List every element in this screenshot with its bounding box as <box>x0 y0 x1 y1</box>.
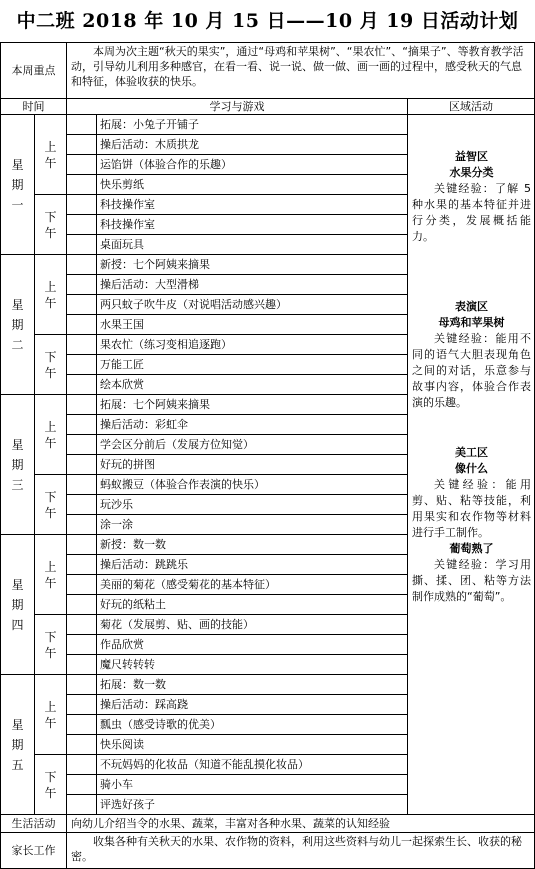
page-title: 中二班 2018 年 10 月 15 日——10 月 19 日活动计划 <box>16 10 519 32</box>
spacer-cell <box>67 495 97 515</box>
activity-cell: 绘本欣赏 <box>97 375 408 395</box>
spacer-cell <box>67 675 97 695</box>
activity-cell: 好玩的拼图 <box>97 455 408 475</box>
spacer-cell <box>67 335 97 355</box>
activity-cell: 骑小车 <box>97 775 408 795</box>
spacer-cell <box>67 195 97 215</box>
activity-cell: 玩沙乐 <box>97 495 408 515</box>
zone-name: 美工区 <box>455 446 488 459</box>
home-text: 收集各种有关秋天的水果、农作物的资料，利用这些资料与幼儿一起探索生长、收获的秘密。 <box>67 833 535 869</box>
spacer-cell <box>67 715 97 735</box>
activity-cell: 科技操作室 <box>97 195 408 215</box>
zone-description: 关键经验：了解 5 种水果的基本特征并进行分类，发展概括能力。 <box>412 182 532 243</box>
zone-subtitle: 母鸡和苹果树 <box>438 316 505 329</box>
activity-cell: 好玩的纸粘土 <box>97 595 408 615</box>
activity-cell: 拓展：数一数 <box>97 675 408 695</box>
spacer-cell <box>67 435 97 455</box>
life-text: 向幼儿介绍当令的水果、蔬菜，丰富对各种水果、蔬菜的认知经验 <box>67 815 535 833</box>
zone-name: 表演区 <box>455 300 488 313</box>
activity-cell: 快乐阅读 <box>97 735 408 755</box>
zone-block <box>412 299 531 411</box>
zone-name: 葡萄熟了 <box>449 542 494 555</box>
spacer-cell <box>67 235 97 255</box>
zone-name: 益智区 <box>455 150 488 163</box>
activity-cell: 蚂蚁搬豆（体验合作表演的快乐） <box>97 475 408 495</box>
header-time: 时间 <box>1 99 67 115</box>
activity-cell: 果农忙（练习变相追逐跑） <box>97 335 408 355</box>
afternoon-label: 下 午 <box>35 195 67 255</box>
activity-cell: 操后活动：跳跳乐 <box>97 555 408 575</box>
spacer-cell <box>67 755 97 775</box>
day-label: 星 期 三 <box>1 395 35 535</box>
zone-block <box>412 541 531 605</box>
spacer-cell <box>67 375 97 395</box>
zone-subtitle: 像什么 <box>455 462 488 475</box>
activity-cell: 评选好孩子 <box>97 795 408 815</box>
life-row <box>1 815 535 833</box>
activity-cell: 操后活动：大型滑梯 <box>97 275 408 295</box>
spacer-cell <box>67 135 97 155</box>
header-study: 学习与游戏 <box>67 99 408 115</box>
spacer-cell <box>67 775 97 795</box>
spacer-cell <box>67 415 97 435</box>
activity-cell: 美丽的菊花（感受菊花的基本特征） <box>97 575 408 595</box>
morning-label: 上 午 <box>35 675 67 755</box>
activity-cell: 学会区分前后（发展方位知觉） <box>97 435 408 455</box>
activity-cell: 拓展：小兔子开铺子 <box>97 115 408 135</box>
morning-label: 上 午 <box>35 395 67 475</box>
morning-label: 上 午 <box>35 535 67 615</box>
spacer-cell <box>67 315 97 335</box>
activity-cell: 瓢虫（感受诗歌的优美） <box>97 715 408 735</box>
spacer-cell <box>67 575 97 595</box>
activity-cell: 桌面玩具 <box>97 235 408 255</box>
activity-cell: 万能工匠 <box>97 355 408 375</box>
activity-cell: 操后活动：踩高跷 <box>97 695 408 715</box>
morning-label: 上 午 <box>35 115 67 195</box>
day-label: 星 期 四 <box>1 535 35 675</box>
header-row <box>1 99 535 115</box>
zone-block <box>412 149 531 245</box>
activity-cell: 作品欣赏 <box>97 635 408 655</box>
spacer-cell <box>67 395 97 415</box>
activity-cell: 快乐剪纸 <box>97 175 408 195</box>
spacer-cell <box>67 215 97 235</box>
afternoon-label: 下 午 <box>35 335 67 395</box>
header-region: 区域活动 <box>408 99 535 115</box>
spacer-cell <box>67 795 97 815</box>
focus-row <box>1 43 535 99</box>
spacer-cell <box>67 735 97 755</box>
focus-text: 本周为次主题“秋天的果实”，通过“母鸡和苹果树”、“果农忙”、“摘果子”、等教育教学活动，引导幼儿利用多种感官，在看一看、说一说、做一做、画一画的过程中，感受秋天的气息和特征，体验收获的快乐。 <box>67 43 535 99</box>
spacer-cell <box>67 115 97 135</box>
activity-cell: 涂一涂 <box>97 515 408 535</box>
zone-subtitle: 水果分类 <box>449 166 494 179</box>
region-activities <box>408 115 535 815</box>
afternoon-label: 下 午 <box>35 615 67 675</box>
activity-cell: 不玩妈妈的化妆品（知道不能乱摸化妆品） <box>97 755 408 775</box>
spacer-cell <box>67 475 97 495</box>
focus-label: 本周重点 <box>1 43 67 99</box>
activity-cell: 菊花（发展剪、贴、画的技能） <box>97 615 408 635</box>
activity-cell: 运馅饼（体验合作的乐趣） <box>97 155 408 175</box>
activity-cell: 操后活动：木质拱龙 <box>97 135 408 155</box>
zone-description: 关键经验：能用剪、贴、粘等技能，利用果实和农作物等材料进行手工制作。 <box>412 478 532 539</box>
activity-cell: 拓展：七个阿姨来摘果 <box>97 395 408 415</box>
morning-label: 上 午 <box>35 255 67 335</box>
afternoon-label: 下 午 <box>35 755 67 815</box>
day-label: 星 期 五 <box>1 675 35 815</box>
day-label: 星 期 二 <box>1 255 35 395</box>
activity-row <box>1 115 535 135</box>
spacer-cell <box>67 255 97 275</box>
afternoon-label: 下 午 <box>35 475 67 535</box>
home-row <box>1 833 535 869</box>
activity-cell: 新授：七个阿姨来摘果 <box>97 255 408 275</box>
spacer-cell <box>67 515 97 535</box>
activity-cell: 两只蚊子吹牛皮（对说唱活动感兴趣） <box>97 295 408 315</box>
activity-cell: 魔尺转转转 <box>97 655 408 675</box>
activity-cell: 水果王国 <box>97 315 408 335</box>
zone-description: 关键经验：能用不同的语气大胆表现角色之间的对话，乐意参与故事内容，体验合作表演的乐趣。 <box>412 332 532 409</box>
plan-table <box>0 42 535 869</box>
spacer-cell <box>67 175 97 195</box>
spacer-cell <box>67 455 97 475</box>
spacer-cell <box>67 595 97 615</box>
spacer-cell <box>67 275 97 295</box>
home-label: 家长工作 <box>1 833 67 869</box>
spacer-cell <box>67 355 97 375</box>
spacer-cell <box>67 615 97 635</box>
zone-description: 关键经验：学习用撕、揉、团、粘等方法制作成熟的“葡萄”。 <box>412 558 532 603</box>
spacer-cell <box>67 695 97 715</box>
day-label: 星 期 一 <box>1 115 35 255</box>
spacer-cell <box>67 295 97 315</box>
spacer-cell <box>67 535 97 555</box>
spacer-cell <box>67 555 97 575</box>
spacer-cell <box>67 655 97 675</box>
life-label: 生活活动 <box>1 815 67 833</box>
zone-block <box>412 445 531 541</box>
activity-cell: 新授：数一数 <box>97 535 408 555</box>
spacer-cell <box>67 155 97 175</box>
spacer-cell <box>67 635 97 655</box>
activity-cell: 科技操作室 <box>97 215 408 235</box>
activity-cell: 操后活动：彩虹伞 <box>97 415 408 435</box>
